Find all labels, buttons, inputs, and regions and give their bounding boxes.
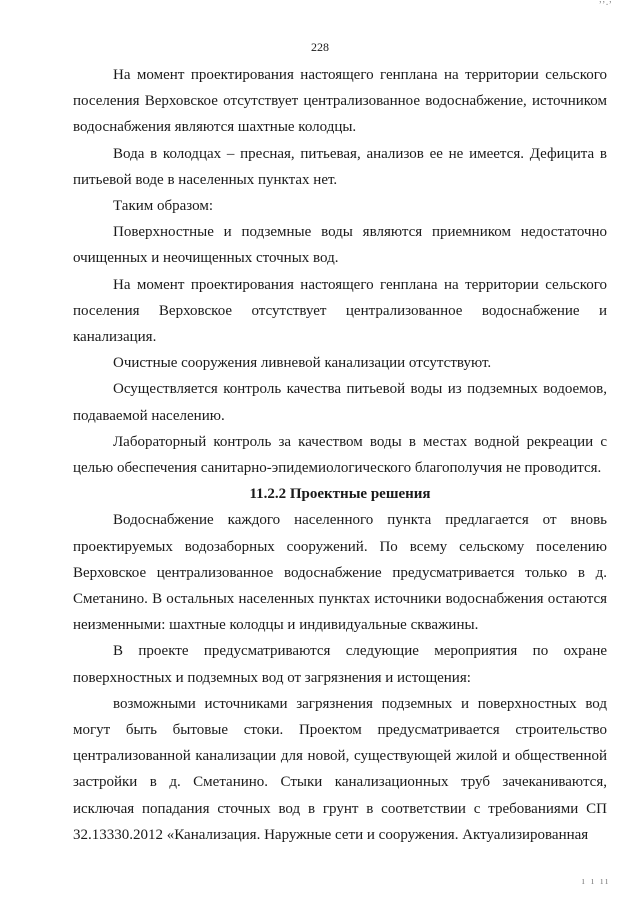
document-body [73,62,607,848]
paragraph: Осуществляется контроль качества питьевой воды из подземных водоемов, подаваемой населению. [73,381,607,424]
paragraph: Лабораторный контроль за качеством воды в местах водной рекреации с целью обеспечения санитарно-эпидемиологического благополучия не проводится. [73,433,607,477]
paragraph: На момент проектирования настоящего генплана на территории сельского поселения Верховское отсутствует централизованное водоснабжение и канализация. [73,276,607,346]
paragraph: Таким образом: [113,198,214,215]
paragraph: Поверхностные и подземные воды являются приемником недостаточно очищенных и неочищенных сточных вод. [73,224,607,267]
paragraph: На момент проектирования настоящего генплана на территории сельского поселения Верховское отсутствует централизованное водоснабжение, источником водоснабжения являются шахтные колодцы. [73,67,607,136]
section-heading: 11.2.2 Проектные решения [249,486,431,503]
corner-mark-bottom: ı ı ıı [581,876,610,887]
corner-mark-top: ʼʼ·ʼ [598,0,612,11]
paragraph: Вода в колодцах – пресная, питьевая, анализов ее не имеется. Дефицита в питьевой воде в населенных пунктах нет. [73,145,607,188]
paragraph: возможными источниками загрязнения подземных и поверхностных вод могут быть бытовые стоки. Проектом предусматривается строительство централизованной канализации для новой, существующей жилой и общественной застройки в д. Сметанино. Стыки канализационных труб зачеканиваются, исключая попадания сточных вод в грунт в соответствии с требованиями СП 32.13330.2012 «Канализация. Наружные сети и сооружения. Актуализированная [73,695,607,843]
paragraph: Очистные сооружения ливневой канализации отсутствуют. [113,355,492,372]
paragraph: В проекте предусматриваются следующие мероприятия по охране поверхностных и подземных вод от загрязнения и истощения: [73,643,607,686]
paragraph: Водоснабжение каждого населенного пункта предлагается от вновь проектируемых водозаборных сооружений. По всему сельскому поселению Верховское централизованное водоснабжение предусматривается только в д. Сметанино. В остальных населенных пунктах источники водоснабжения остаются неизменными: шахтные колодцы и индивидуальные скважины. [73,512,607,634]
page-number: 228 [311,40,329,54]
